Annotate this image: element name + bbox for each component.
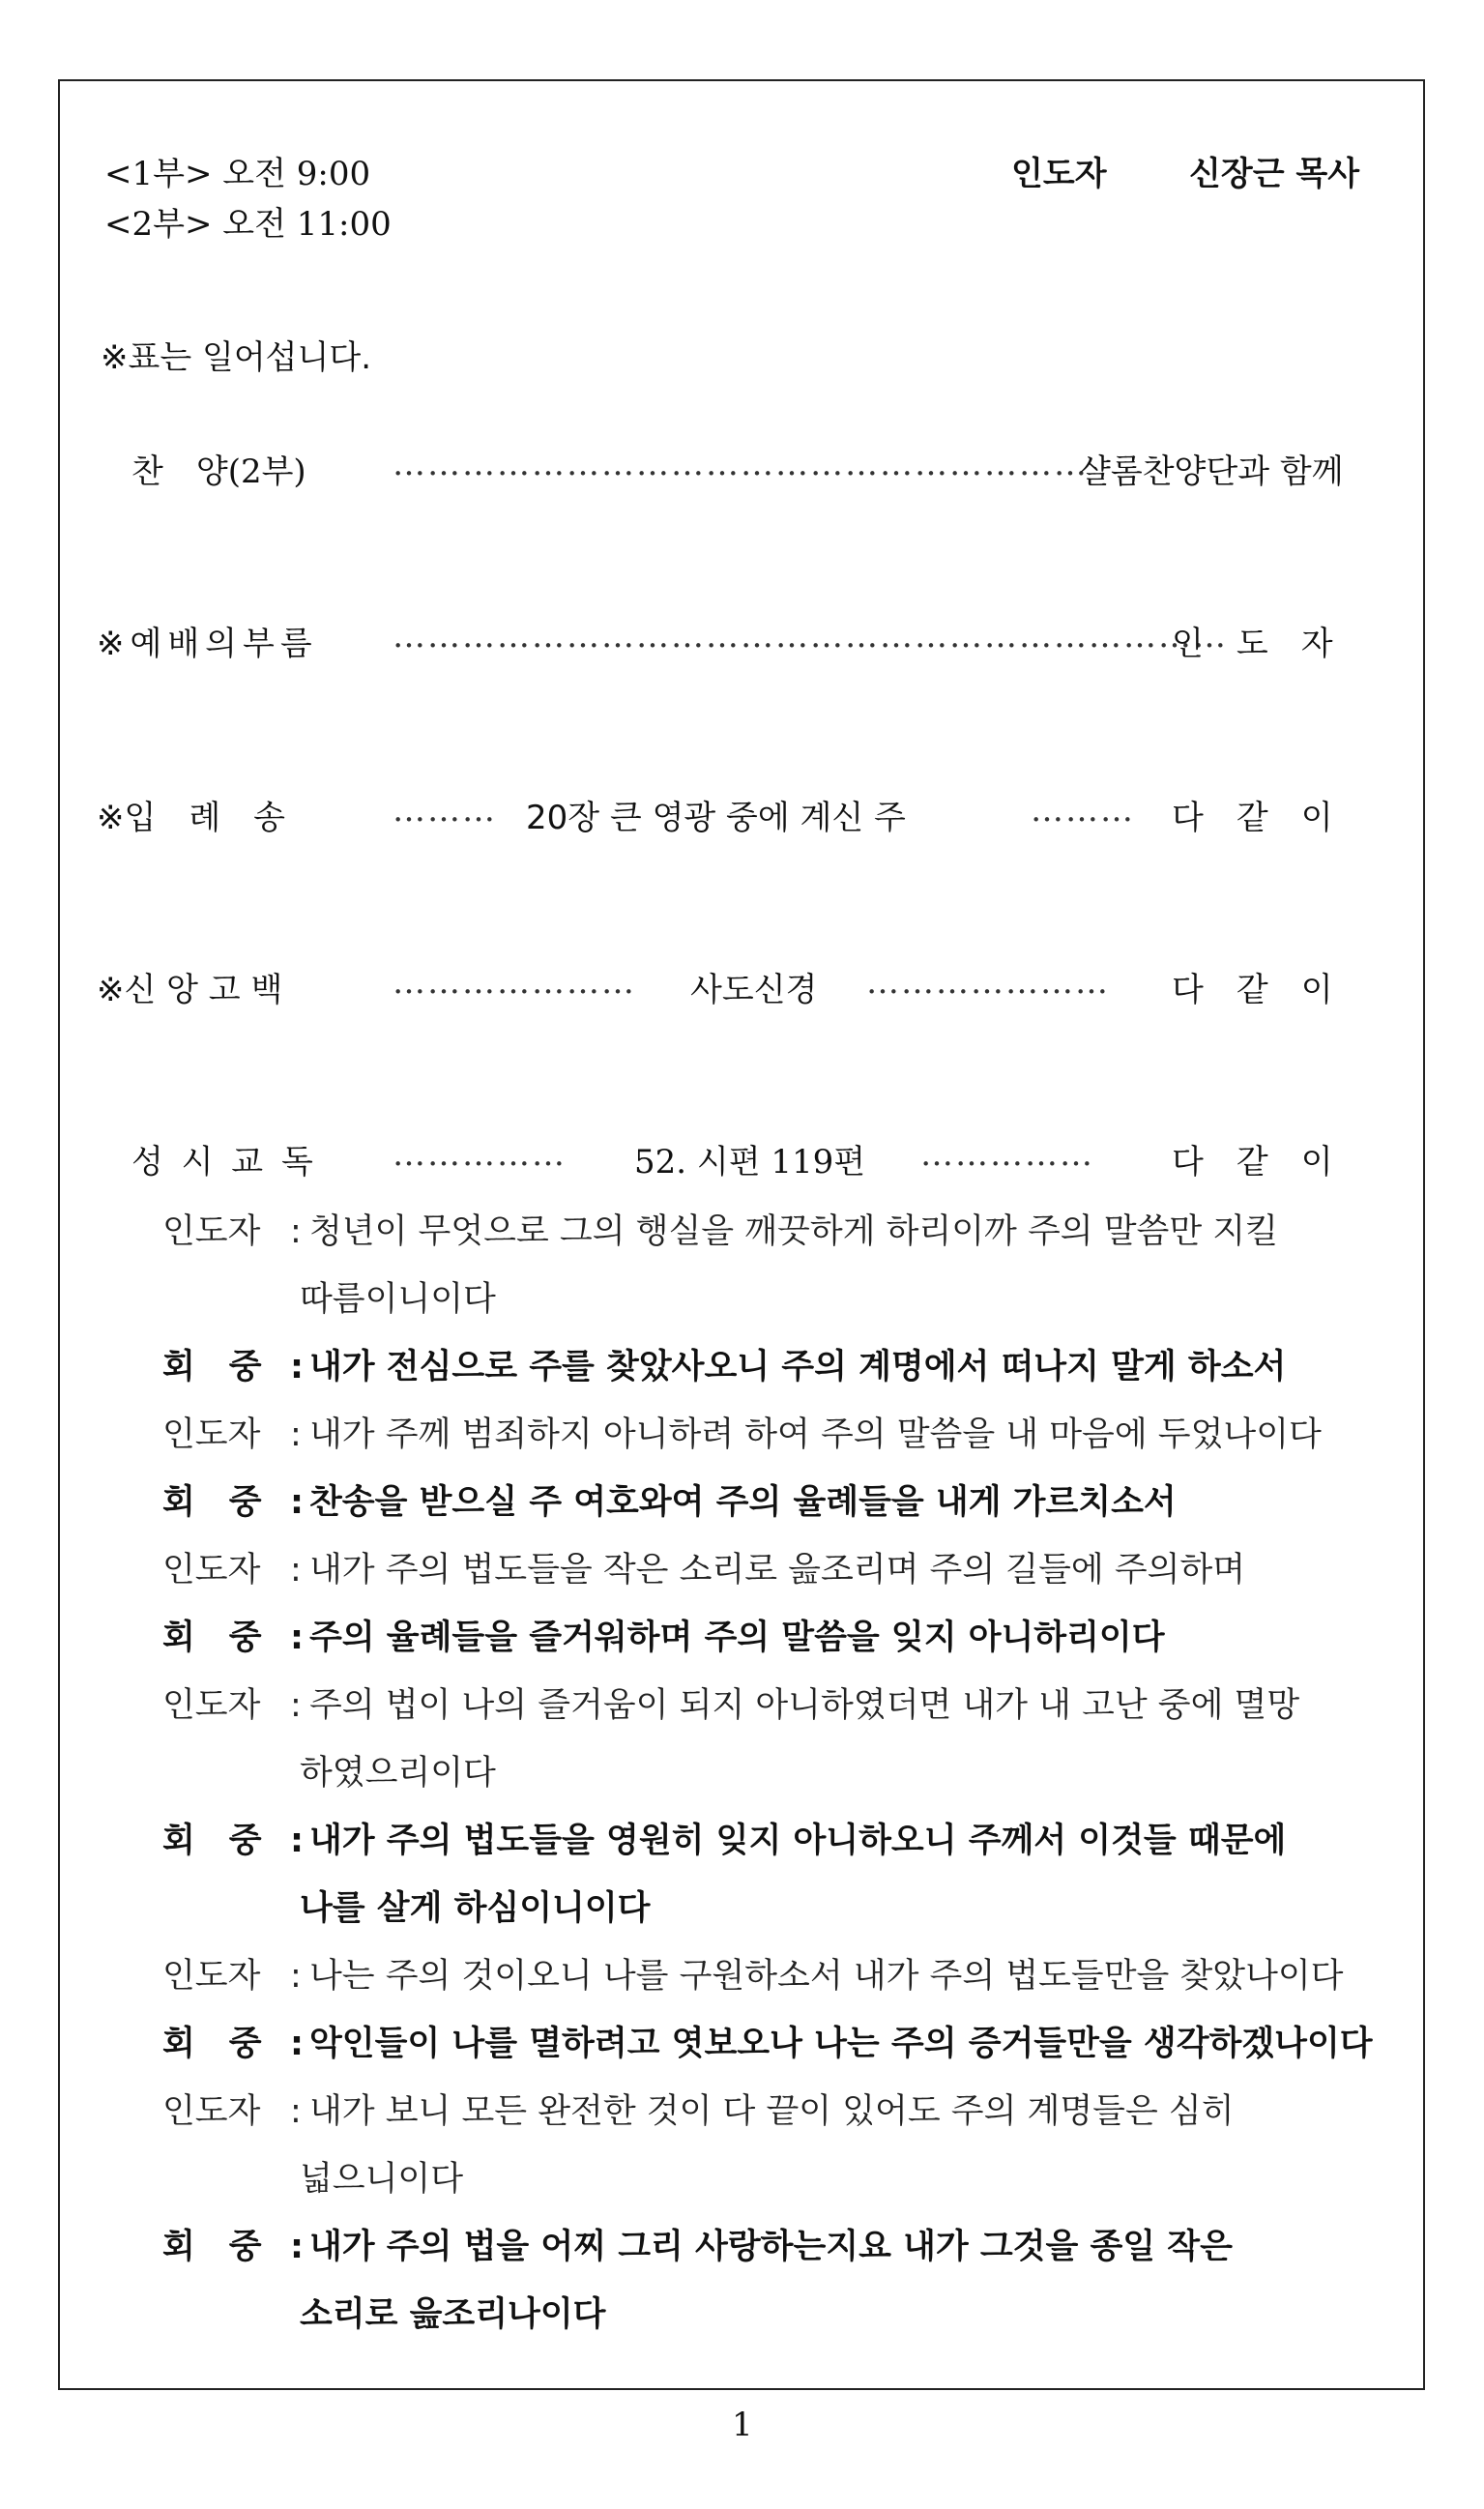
reading-line: 회 중 : 내가 주의 법을 어찌 그리 사랑하는지요 내가 그것을 종일 작은 bbox=[162, 2220, 1233, 2268]
order-row-call-to-worship bbox=[97, 617, 1392, 665]
reading-text: 악인들이 나를 멸하려고 엿보오나 나는 주의 증거들만을 생각하겠나이다 bbox=[309, 2025, 1373, 2063]
reading-continuation: 따름이니이다 bbox=[300, 1280, 496, 1319]
order-row-processional bbox=[97, 791, 1392, 839]
reading-speaker: 인도자 bbox=[162, 2092, 261, 2131]
reading-line: 회 중 : 찬송을 받으실 주 여호와여 주의 율례들을 내게 가르치소서 bbox=[162, 1475, 1177, 1524]
leader-label: 인도자 bbox=[1011, 155, 1107, 193]
reading-text: 내가 주의 법을 어찌 그리 사랑하는지요 내가 그것을 종일 작은 bbox=[309, 2228, 1233, 2266]
reading-line: 회 중 : 내가 주의 법도들을 영원히 잊지 아니하오니 주께서 이것들 때문에 bbox=[162, 1814, 1286, 1862]
standing-note: ※표는 일어섭니다. bbox=[101, 338, 372, 377]
order-dots: …………………………………………………… bbox=[393, 445, 1089, 483]
order-right: 다 같 이 bbox=[1172, 799, 1333, 837]
reading-continuation: 나를 살게 하심이니이다 bbox=[300, 1889, 651, 1928]
reading-text: 찬송을 받으실 주 여호와여 주의 율례들을 내게 가르치소서 bbox=[309, 1483, 1177, 1522]
leader-name: 신장근 목사 bbox=[1189, 155, 1360, 193]
reading-text: 내가 주의 법도들을 영원히 잊지 아니하오니 주께서 이것들 때문에 bbox=[309, 1822, 1287, 1860]
reading-speaker: 회 중 bbox=[162, 1348, 262, 1386]
reading-text: 내가 보니 모든 완전한 것이 다 끝이 있어도 주의 계명들은 심히 bbox=[309, 2092, 1235, 2131]
service-time-2: <2부> 오전 11:00 bbox=[104, 205, 392, 244]
order-middle: 사도신경 bbox=[690, 971, 818, 1009]
reading-continuation: 넓으니이다 bbox=[300, 2160, 464, 2199]
reading-text: 내가 주께 범죄하지 아니하려 하여 주의 말씀을 내 마음에 두었나이다 bbox=[309, 1415, 1322, 1454]
order-label: 성 시 교 독 bbox=[131, 1143, 317, 1182]
order-dots: ………………… bbox=[393, 963, 636, 1002]
order-middle: 20장 큰 영광 중에 계신 주 bbox=[526, 799, 906, 837]
order-dots: …………… bbox=[393, 1135, 567, 1174]
order-right: 샬롬찬양단과 함께 bbox=[1079, 452, 1344, 491]
reading-text: 주의 율례들을 즐거워하며 주의 말씀을 잊지 아니하리이다 bbox=[309, 1619, 1165, 1657]
order-dots: ……… bbox=[393, 791, 497, 830]
order-label: ※입 례 송 bbox=[97, 799, 286, 837]
reading-speaker: 인도자 bbox=[162, 1551, 261, 1590]
reading-text: 청년이 무엇으로 그의 행실을 깨끗하게 하리이까 주의 말씀만 지킬 bbox=[309, 1212, 1278, 1251]
reading-speaker: 인도자 bbox=[162, 1415, 261, 1454]
order-middle: 52. 시편 119편 bbox=[634, 1143, 866, 1182]
reading-speaker: 인도자 bbox=[162, 1212, 261, 1251]
reading-line: 인도자 : 내가 주께 범죄하지 아니하려 하여 주의 말씀을 내 마음에 두었나이다 bbox=[162, 1408, 1322, 1456]
reading-line: 인도자 : 내가 보니 모든 완전한 것이 다 끝이 있어도 주의 계명들은 심히 bbox=[162, 2085, 1235, 2133]
reading-line: 회 중 : 주의 율례들을 즐거워하며 주의 말씀을 잊지 아니하리이다 bbox=[162, 1611, 1165, 1659]
reading-text: 내가 전심으로 주를 찾았사오니 주의 계명에서 떠나지 말게 하소서 bbox=[309, 1348, 1287, 1386]
order-dots-2: …………… bbox=[920, 1135, 1094, 1174]
order-label: ※신 앙 고 백 bbox=[97, 971, 283, 1009]
reading-speaker: 인도자 bbox=[162, 1686, 261, 1725]
reading-line: 인도자 : 내가 주의 법도들을 작은 소리로 읊조리며 주의 길들에 주의하며 bbox=[162, 1543, 1245, 1591]
reading-continuation: 하였으리이다 bbox=[300, 1754, 496, 1793]
reading-text: 주의 법이 나의 즐거움이 되지 아니하였더면 내가 내 고난 중에 멸망 bbox=[309, 1686, 1300, 1725]
order-right: 인 도 자 bbox=[1172, 625, 1333, 663]
page-number: 1 bbox=[732, 2406, 753, 2444]
reading-speaker: 회 중 bbox=[162, 1822, 262, 1860]
reading-speaker: 인도자 bbox=[162, 1957, 261, 1996]
order-row-praise bbox=[97, 445, 1392, 493]
reading-line: 회 중 : 악인들이 나를 멸하려고 엿보오나 나는 주의 증거들만을 생각하겠나이다 bbox=[162, 2017, 1373, 2065]
reading-speaker: 회 중 bbox=[162, 1619, 262, 1657]
reading-text: 내가 주의 법도들을 작은 소리로 읊조리며 주의 길들에 주의하며 bbox=[309, 1551, 1246, 1590]
order-row-creed bbox=[97, 963, 1392, 1011]
order-right: 다 같 이 bbox=[1172, 1143, 1333, 1182]
reading-line: 인도자 : 나는 주의 것이오니 나를 구원하소서 내가 주의 법도들만을 찾았나이다 bbox=[162, 1949, 1344, 1998]
reading-speaker: 회 중 bbox=[162, 2228, 262, 2266]
order-label: ※예배의부름 bbox=[97, 625, 318, 663]
order-dots-2: ……… bbox=[1031, 791, 1135, 830]
reading-line: 회 중 : 내가 전심으로 주를 찾았사오니 주의 계명에서 떠나지 말게 하소서 bbox=[162, 1340, 1286, 1388]
reading-continuation: 소리로 읊조리나이다 bbox=[300, 2295, 606, 2334]
service-time-1: <1부> 오전 9:00 bbox=[104, 155, 371, 193]
order-label: 찬 양(2부) bbox=[131, 452, 306, 491]
reading-line: 인도자 : 주의 법이 나의 즐거움이 되지 아니하였더면 내가 내 고난 중에 멸망 bbox=[162, 1678, 1299, 1727]
reading-line: 인도자 : 청년이 무엇으로 그의 행실을 깨끗하게 하리이까 주의 말씀만 지킬 bbox=[162, 1205, 1278, 1253]
order-row-responsive-reading bbox=[97, 1135, 1392, 1183]
reading-speaker: 회 중 bbox=[162, 2025, 262, 2063]
reading-speaker: 회 중 bbox=[162, 1483, 262, 1522]
order-dots: ……………………………………………………………… bbox=[393, 617, 1228, 656]
order-dots-2: ………………… bbox=[866, 963, 1110, 1002]
order-right: 다 같 이 bbox=[1172, 971, 1333, 1009]
reading-text: 나는 주의 것이오니 나를 구원하소서 내가 주의 법도들만을 찾았나이다 bbox=[309, 1957, 1344, 1996]
